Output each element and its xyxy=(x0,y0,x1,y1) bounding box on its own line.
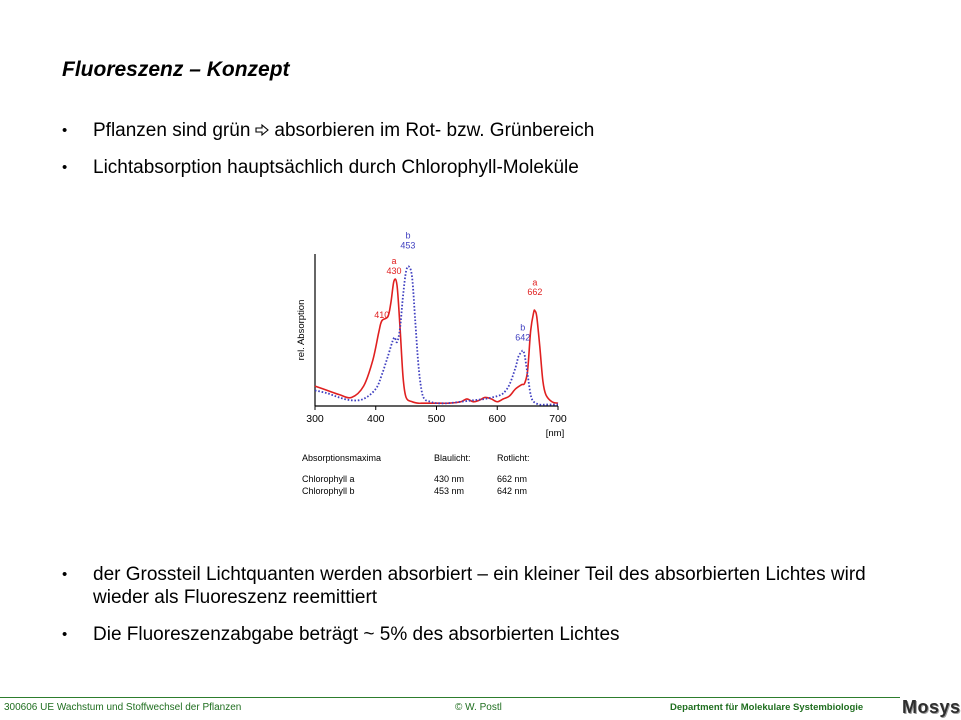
bullet-item xyxy=(62,156,922,179)
peak-annotation: 430 xyxy=(386,265,402,276)
table-row-b-blue: 453 nm xyxy=(434,486,465,496)
x-tick-label: 300 xyxy=(306,413,324,425)
peak-annotation: a xyxy=(532,277,538,288)
x-tick-label: 700 xyxy=(549,413,567,425)
bullet-item xyxy=(62,563,922,609)
bullet-dot: • xyxy=(62,566,68,583)
bullet-text: Die Fluoreszenzabgabe beträgt ~ 5% des absorbierten Lichtes xyxy=(93,624,620,645)
bottom-bullet-list xyxy=(62,563,922,660)
table-header-label: Absorptionsmaxima xyxy=(302,453,382,463)
bullet-dot: • xyxy=(62,122,68,139)
table-row-a-label: Chlorophyll a xyxy=(302,474,355,484)
x-tick-label: 400 xyxy=(366,413,385,425)
x-tick-label: 500 xyxy=(427,413,446,425)
peak-annotation: 662 xyxy=(527,287,543,298)
mosys-logo: Mosys xyxy=(902,697,961,717)
footer-course: 300606 UE Wachstum und Stoffwechsel der Pflanzen xyxy=(4,702,242,713)
bullet-item xyxy=(62,623,922,646)
footer-author: © W. Postl xyxy=(455,702,502,713)
x-axis-unit: [nm] xyxy=(545,428,565,439)
table-header-blue: Blaulicht: xyxy=(434,453,471,463)
x-tick-label: 600 xyxy=(488,413,507,425)
bullet-dot: • xyxy=(62,159,68,177)
bullet-text-end: absorbieren im Rot- bzw. Grünbereich xyxy=(274,120,595,141)
y-axis-label: rel. Absorption xyxy=(296,299,307,361)
table-row-a-blue: 430 nm xyxy=(434,474,465,484)
peak-annotation: 642 xyxy=(515,332,531,343)
bullet-item xyxy=(62,119,922,142)
peak-annotation: a xyxy=(391,256,397,266)
footer-department: Department für Molekulare Systembiologie xyxy=(670,702,864,713)
absorption-chart xyxy=(290,230,580,508)
peak-annotation: 453 xyxy=(400,240,416,251)
bullet-text: der Grossteil Lichtquanten werden absorbiert – ein kleiner Teil des absorbierten Lichtes wird wieder als Fluoreszenz reemittiert xyxy=(93,564,866,608)
bullet-text-start: Pflanzen sind grün xyxy=(93,120,251,141)
slide-title: Fluoreszenz – Konzept xyxy=(62,58,290,81)
absorption-table xyxy=(302,453,530,496)
bullet-dot: • xyxy=(62,626,68,643)
right-arrow-icon xyxy=(255,119,269,142)
table-row-a-red: 662 nm xyxy=(497,474,528,484)
peak-annotation: b xyxy=(520,322,526,333)
absorption-figure xyxy=(290,230,580,508)
peak-annotation: b xyxy=(405,230,411,241)
peak-annotation: 410 xyxy=(374,309,390,320)
footer-divider xyxy=(0,697,900,698)
table-row-b-label: Chlorophyll b xyxy=(302,486,355,496)
table-header-red: Rotlicht: xyxy=(497,453,530,463)
bullet-text: Lichtabsorption hauptsächlich durch Chlorophyll-Moleküle xyxy=(93,157,579,179)
table-row-b-red: 642 nm xyxy=(497,486,528,496)
top-bullet-list xyxy=(62,119,922,193)
